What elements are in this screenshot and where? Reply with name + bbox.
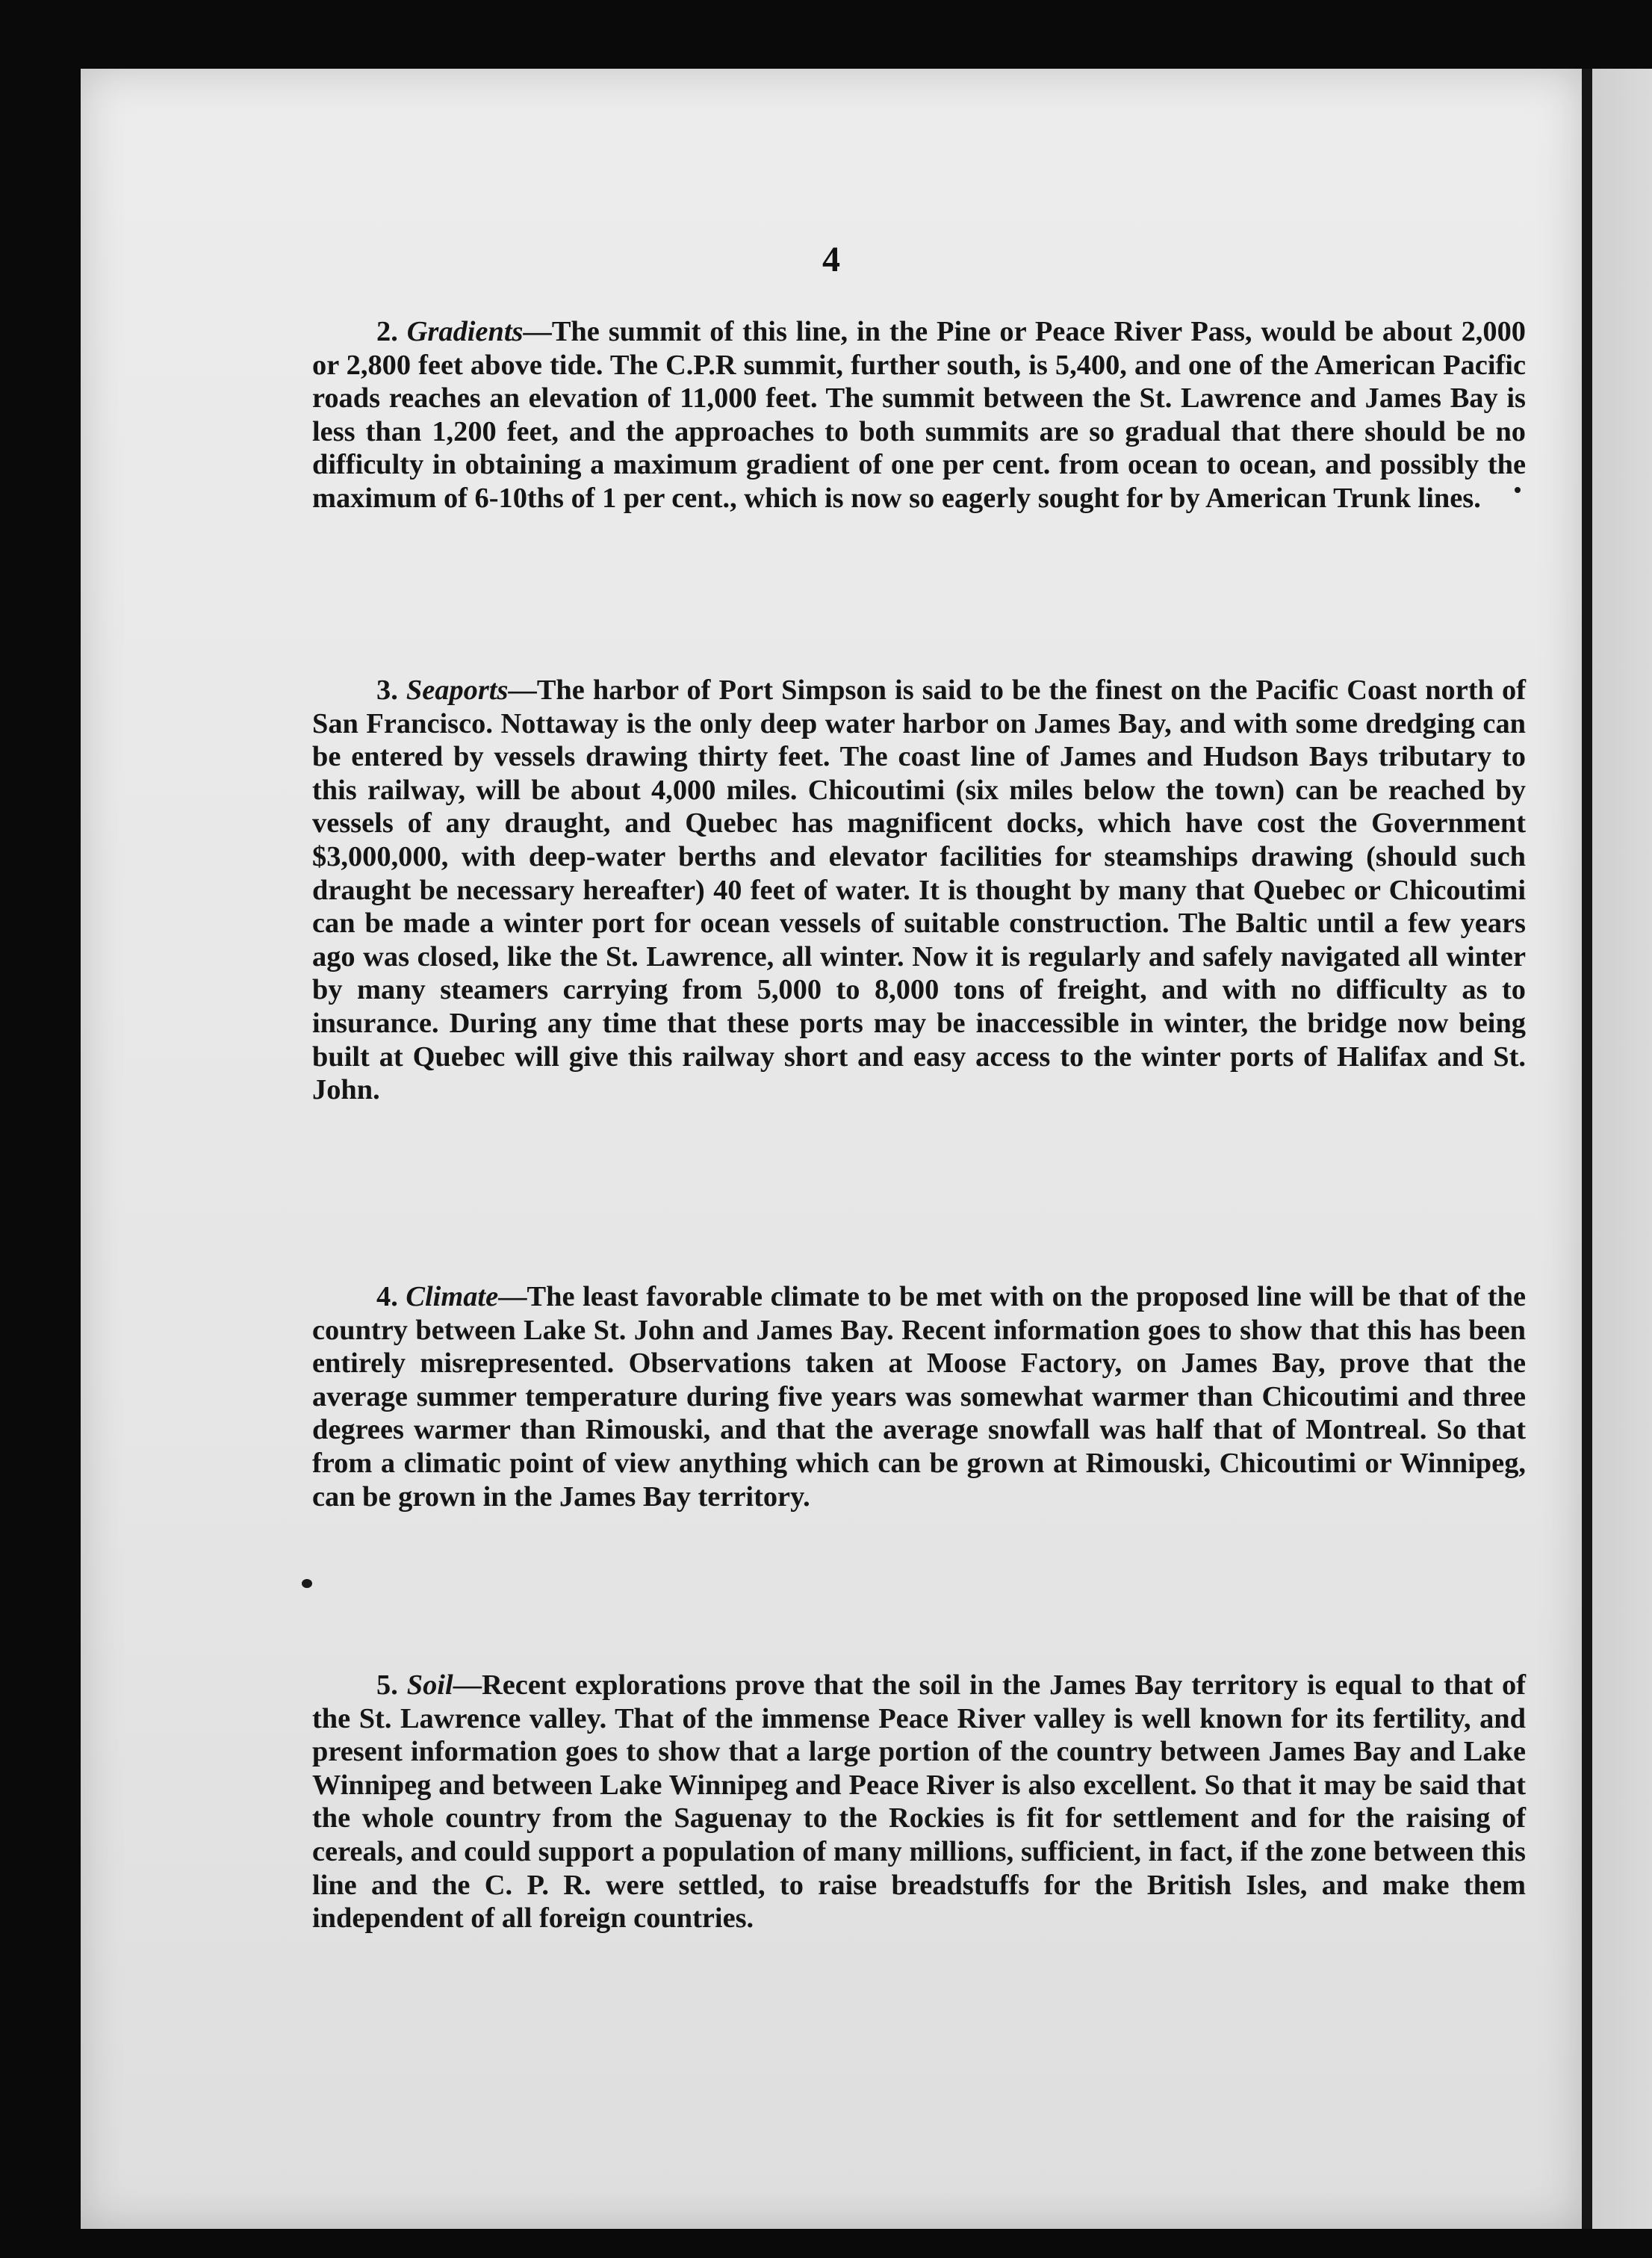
ink-speck xyxy=(1515,487,1521,493)
section-text: Recent explorations prove that the soil in the James Bay territory is equal to that of the St. Lawrence valley. That of the immense Peace River valley is well known for its fertility, and present information goes to show that a large portion of the country between James Bay and Lake Winnipeg and between Lake Winnipeg and Peace River is also excellent. So that it may be said that the whole country from the Saguenay to the Rockies is fit for settlement and for the raising of cereals, and could support a population of many millions, sufficient, in fact, if the zone between this line and the C. P. R. were settled, to raise breadstuffs for the British Isles, and make them independent of all foreign countries. xyxy=(312,1669,1526,1935)
section-title: Gradients xyxy=(406,316,524,347)
section-text: The summit of this line, in the Pine or Peace River Pass, would be about 2,000 or 2,800 feet above tide. The C.P.R summit, further south, is 5,400, and one of the American Pacific roads reaches an elevation of 11,000 feet. The summit between the St. Lawrence and James Bay is less than 1,200 feet, and the approaches to both summits are so gradual that there should be no difficulty in obtaining a maximum gradient of one per cent. from ocean to ocean, and possibly the maximum of 6-10ths of 1 per cent., which is now so eagerly sought for by American Trunk lines. xyxy=(312,316,1526,514)
section-title: Climate xyxy=(406,1281,499,1312)
adjacent-page-strip xyxy=(1592,69,1652,2229)
section-climate xyxy=(312,1280,1526,1513)
document-page xyxy=(81,69,1582,2229)
section-text: The least favorable climate to be met with on the proposed line will be that of the country between Lake St. John and James Bay. Recent information goes to show that this has been entirely misrepresented. Observations taken at Moose Factory, on James Bay, prove that the average summer temperature during five years was somewhat warmer than Chicoutimi and three degrees warmer than Rimouski, and that the average snowfall was half that of Montreal. So that from a climatic point of view anything which can be grown at Rimouski, Chicoutimi or Winnipeg, can be grown in the James Bay territory. xyxy=(312,1281,1527,1513)
paragraph: 5. Soil—Recent explorations prove that the soil in the James Bay territory is equal to that of the St. Lawrence valley. That of the immense Peace River valley is well known for its fertility, and present information goes to show that a large portion of the country between James Bay and Lake Winnipeg and between Lake Winnipeg and Peace River is also excellent. So that it may be said that the whole country from the Saguenay to the Rockies is fit for settlement and for the raising of cereals, and could support a population of many millions, sufficient, in fact, if the zone between this line and the C. P. R. were settled, to raise breadstuffs for the British Isles, and make them independent of all foreign countries. xyxy=(312,1669,1526,1935)
section-number: 4. xyxy=(376,1281,398,1312)
section-number: 2. xyxy=(376,316,398,347)
section-number: 3. xyxy=(376,674,398,706)
section-number: 5. xyxy=(376,1669,398,1701)
page-number: 4 xyxy=(822,240,840,279)
section-title: Seaports xyxy=(406,674,509,706)
ink-speck xyxy=(302,1579,312,1588)
section-title: Soil xyxy=(406,1669,453,1701)
page-edge xyxy=(1582,69,1592,2229)
section-gradients xyxy=(312,315,1526,515)
section-seaports xyxy=(312,674,1526,1107)
paragraph: 3. Seaports—The harbor of Port Simpson is said to be the finest on the Pacific Coast north of San Francisco. Nottaway is the only deep water harbor on James Bay, and with some dredging can be entered by vessels drawing thirty feet. The coast line of James and Hudson Bays tributary to this railway, will be about 4,000 miles. Chicoutimi (six miles below the town) can be reached by vessels of any draught, and Quebec has magnificent docks, which have cost the Government $3,000,000, with deep-water berths and elevator facilities for steamships drawing (should such draught be necessary hereafter) 40 feet of water. It is thought by many that Quebec or Chicoutimi can be made a winter port for ocean vessels of suitable construction. The Baltic until a few years ago was closed, like the St. Lawrence, all winter. Now it is regularly and safely navigated all winter by many steamers carrying from 5,000 to 8,000 tons of freight, and with no difficulty as to insurance. During any time that these ports may be inaccessible in winter, the bridge now being built at Quebec will give this railway short and easy access to the winter ports of Halifax and St. John. xyxy=(312,674,1526,1106)
paragraph: 2. Gradients—The summit of this line, in the Pine or Peace River Pass, would be about 2,000 or 2,800 feet above tide. The C.P.R summit, further south, is 5,400, and one of the American Pacific roads reaches an elevation of 11,000 feet. The summit between the St. Lawrence and James Bay is less than 1,200 feet, and the approaches to both summits are so gradual that there should be no difficulty in obtaining a maximum gradient of one per cent. from ocean to ocean, and possibly the maximum of 6-10ths of 1 per cent., which is now so eagerly sought for by American Trunk lines. xyxy=(312,316,1526,514)
paragraph: 4. Climate—The least favorable climate to be met with on the proposed line will be that of the country between Lake St. John and James Bay. Recent information goes to show that this has been entirely misrepresented. Observations taken at Moose Factory, on James Bay, prove that the average summer temperature during five years was somewhat warmer than Chicoutimi and three degrees warmer than Rimouski, and that the average snowfall was half that of Montreal. So that from a climatic point of view anything which can be grown at Rimouski, Chicoutimi or Winnipeg, can be grown in the James Bay territory. xyxy=(312,1281,1527,1513)
section-soil xyxy=(312,1669,1526,1935)
section-text: The harbor of Port Simpson is said to be the finest on the Pacific Coast north of San Francisco. Nottaway is the only deep water harbor on James Bay, and with some dredging can be entered by vessels drawing thirty feet. The coast line of James and Hudson Bays tributary to this railway, will be about 4,000 miles. Chicoutimi (six miles below the town) can be reached by vessels of any draught, and Quebec has magnificent docks, which have cost the Government $3,000,000, with deep-water berths and elevator facilities for steamships drawing (should such draught be necessary hereafter) 40 feet of water. It is thought by many that Quebec or Chicoutimi can be made a winter port for ocean vessels of suitable construction. The Baltic until a few years ago was closed, like the St. Lawrence, all winter. Now it is regularly and safely navigated all winter by many steamers carrying from 5,000 to 8,000 tons of freight, and with no difficulty as to insurance. During any time that these ports may be inaccessible in winter, the bridge now being built at Quebec will give this railway short and easy access to the winter ports of Halifax and St. John. xyxy=(312,674,1526,1106)
